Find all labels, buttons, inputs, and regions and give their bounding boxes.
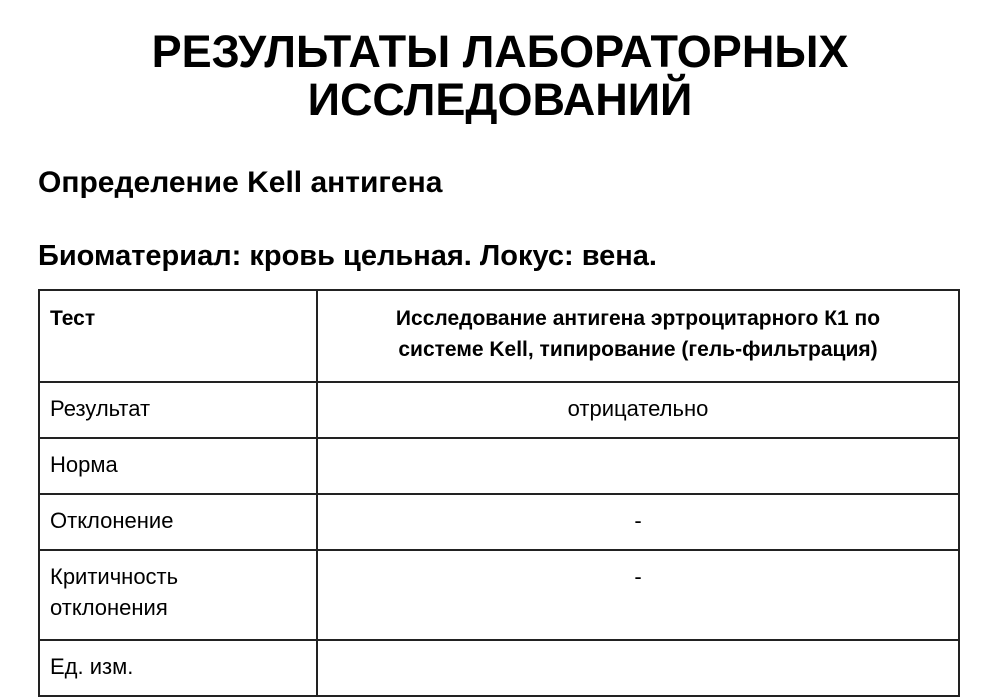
row-label-line-1: Критичность [50, 564, 179, 589]
biomaterial-heading: Биоматериал: кровь цельная. Локус: вена. [38, 240, 657, 272]
table-row [39, 550, 959, 640]
row-value: - [317, 494, 959, 550]
table-header-row [39, 290, 959, 382]
title-line-1: РЕЗУЛЬТАТЫ ЛАБОРАТОРНЫХ [151, 26, 849, 77]
row-label-line-2: отклонения [50, 595, 168, 620]
table-row [39, 640, 959, 696]
table-row [39, 438, 959, 494]
table-row [39, 382, 959, 438]
results-table [38, 289, 960, 697]
table-row [39, 494, 959, 550]
header-label: Тест [39, 290, 317, 382]
row-label: Результат [39, 382, 317, 438]
page-title [0, 28, 1000, 124]
header-test-line-2: системе Kell, типирование (гель-фильтрация) [398, 338, 878, 361]
row-label: Ед. изм. [39, 640, 317, 696]
row-value: - [317, 550, 959, 640]
row-label: Отклонение [39, 494, 317, 550]
row-value [317, 640, 959, 696]
header-test-line-1: Исследование антигена эртроцитарного К1 по [395, 307, 881, 330]
row-label [39, 550, 317, 640]
row-value: отрицательно [317, 382, 959, 438]
title-line-2: ИССЛЕДОВАНИЙ [307, 74, 693, 125]
row-label: Норма [39, 438, 317, 494]
header-test-name [317, 290, 959, 382]
test-name-heading: Определение Kell антигена [38, 166, 443, 199]
row-value [317, 438, 959, 494]
